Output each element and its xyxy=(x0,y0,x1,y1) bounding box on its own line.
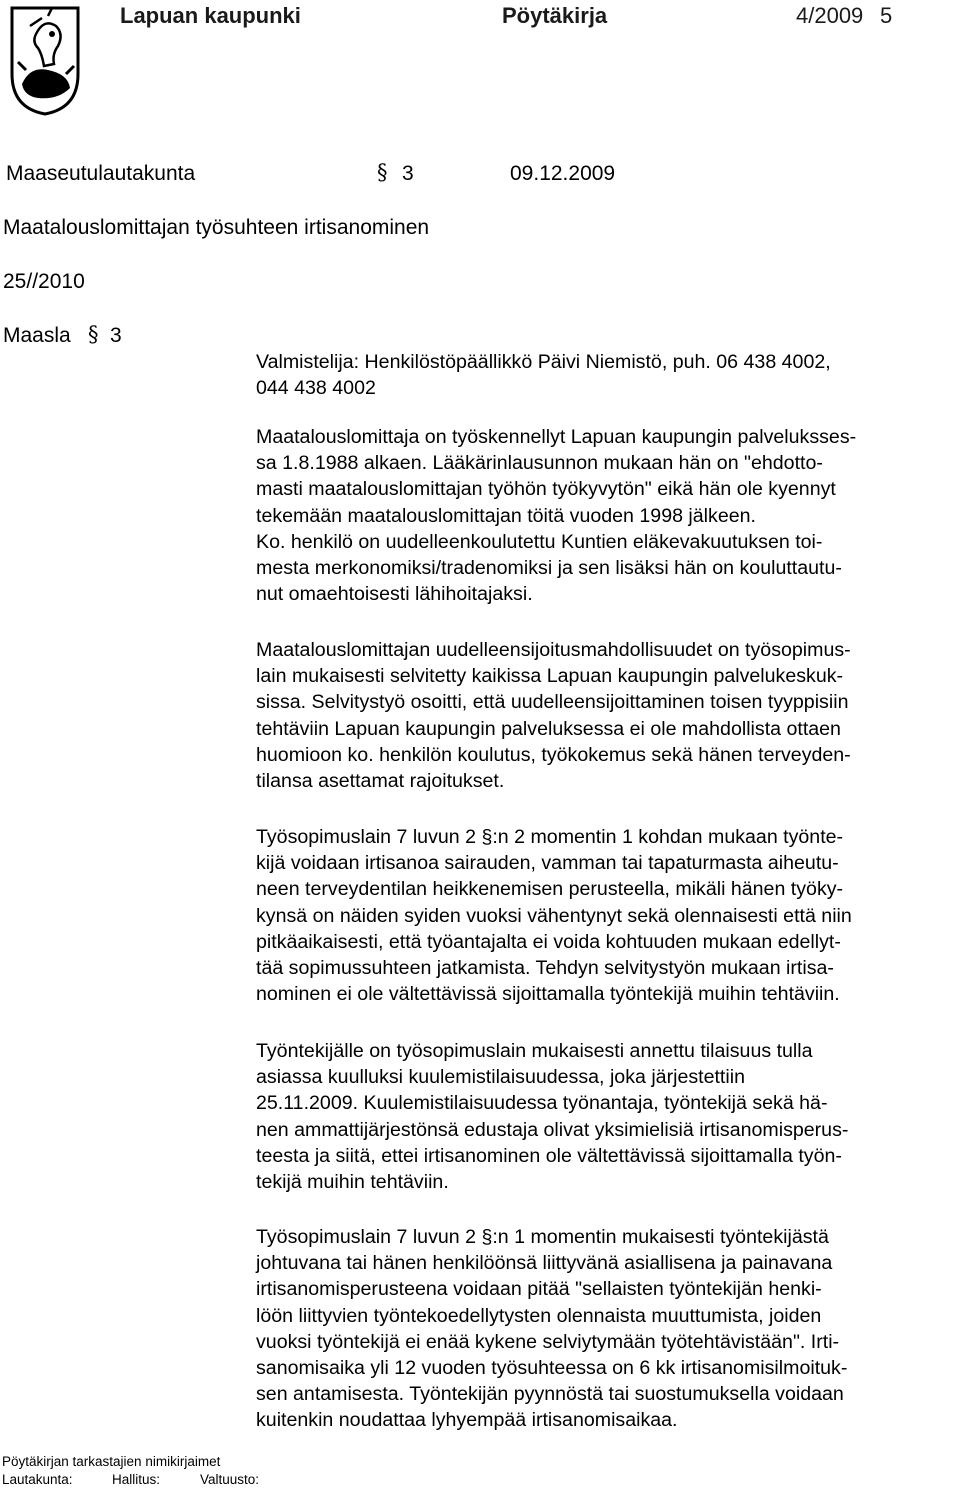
footer-lautakunta: Lautakunta: xyxy=(2,1472,73,1487)
town-crest-icon xyxy=(8,4,82,116)
document-title: Maatalouslomittajan työsuhteen irtisanominen xyxy=(3,216,430,239)
body-name: Maaseutulautakunta xyxy=(6,162,196,185)
short-section-symbol: § xyxy=(88,322,99,346)
section-number: 3 xyxy=(402,162,414,185)
paragraph-hearing: Työntekijälle on työsopimuslain mukaisesti annettu tilaisuus tulla asiassa kuulluksi kuulemistilaisuudessa, joka järjestettiin 25.11.2009. Kuulemistilaisuudessa työnantaja, työntekijä sekä hä- nen ammattijärjestönsä edustaja olivat yksimielisiä irtisanomisperus- teesta ja siitä, ettei irtisanominen ole vältettävissä sijoittamalla työn- tekijä muihin tehtäviin. xyxy=(256,1040,849,1193)
header-page-number: 5 xyxy=(880,3,893,28)
section-symbol: § xyxy=(377,160,388,184)
meeting-date: 09.12.2009 xyxy=(510,162,616,185)
footer-signatures-label: Pöytäkirjan tarkastajien nimikirjaimet xyxy=(2,1454,221,1469)
footer-signature-row xyxy=(2,1472,259,1487)
paragraph-preparer: Valmistelija: Henkilöstöpäällikkö Päivi Niemistö, puh. 06 438 4002, 044 438 4002 xyxy=(256,351,831,400)
short-section-number: 3 xyxy=(110,324,122,347)
reference-number: 25//2010 xyxy=(3,270,85,293)
footer-valtuusto: Valtuusto: xyxy=(200,1472,260,1487)
header-org: Lapuan kaupunki xyxy=(120,3,301,28)
paragraph-law-section-2-2: Työsopimuslain 7 luvun 2 §:n 2 momentin 1 kohdan mukaan työnte- kijä voidaan irtisanoa sairauden, vamman tai tapaturmasta aiheutu- neen terveydentilan heikkenemisen perusteella, mikäli hänen työky- kynsä on näiden syiden vuoksi vähentynyt sekä olennaisesti että niin pitkäaikaisesti, että työantajalta ei voida kohtuuden mukaan edellyt- tää sopimussuhteen jatkamista. Tehdyn selvitystyön mukaan irtisa- nominen ei ole vältettävissä sijoittamalla työntekijä muihin tehtäviin. xyxy=(256,826,852,1006)
short-name: Maasla xyxy=(3,324,71,347)
paragraph-relocation: Maatalouslomittajan uudelleensijoitusmahdollisuudet on työsopimus- lain mukaisesti selvitetty kaikissa Lapuan kaupungin palvelukeskuk- sissa. Selvitystyö osoitti, että uudelleensijoittaminen toisen tyyppisiin tehtäviin Lapuan kaupungin palveluksessa ei ole mahdollista ottaen huomioon ko. henkilön koulutus, työkokemus sekä hänen terveyden- tilansa asettamat rajoitukset. xyxy=(256,639,851,792)
header-doc-type: Pöytäkirja xyxy=(502,3,608,28)
footer-hallitus: Hallitus: xyxy=(112,1472,161,1487)
header-doc-number: 4/2009 xyxy=(796,3,864,28)
paragraph-background: Maatalouslomittaja on työskennellyt Lapuan kaupungin palveluksses- sa 1.8.1988 alkaen. Lääkärinlausunnon mukaan hän on "ehdotto- masti maatalouslomittajan työhön työkyvytön" eikä hän ole kyennyt tekemään maatalouslomittajan töitä vuoden 1998 jälkeen. Ko. henkilö on uudelleenkoulutettu Kuntien eläkevakuutuksen toi- mesta merkonomiksi/tradenomiksi ja sen lisäksi hän on kouluttautu- nut omaehtoisesti lähihoitajaksi. xyxy=(256,426,857,606)
paragraph-law-section-2-1: Työsopimuslain 7 luvun 2 §:n 1 momentin mukaisesti työntekijästä johtuvana tai hänen henkilöönsä liittyvänä asiallisena ja painavana irtisanomisperusteena voidaan pitää "sellaisten työntekijän henki- löön liittyvien työntekoedellytysten olennaista muuttumista, joiden vuoksi työntekijä ei enää kykene selviytymään työtehtävistään". Irti- sanomisaika yli 12 vuoden työsuhteessa on 6 kk irtisanomisilmoituk- sen antamisesta. Työntekijän pyynnöstä tai suostumuksella voidaan kuitenkin noudattaa lyhyempää irtisanomisaikaa. xyxy=(256,1226,848,1432)
